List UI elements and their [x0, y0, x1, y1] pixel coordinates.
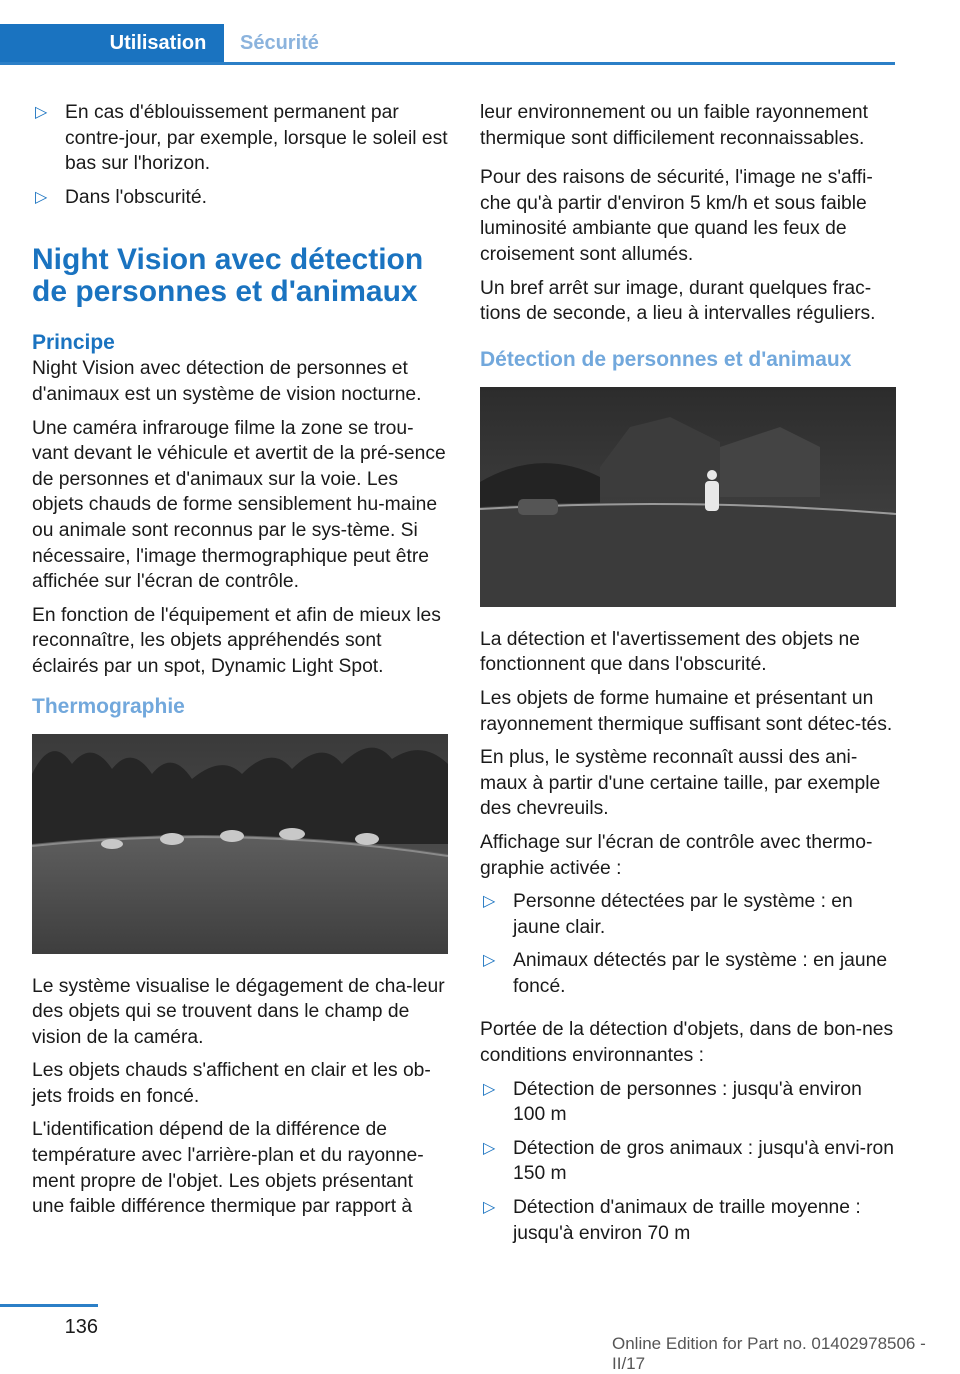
tab-utilisation-label: Utilisation	[109, 32, 207, 54]
paragraph: leur environnement ou un faible rayonnement thermique sont difficilement reconnaissables.	[480, 102, 869, 149]
subsection-title-detection: Détection de personnes et d'animaux	[480, 347, 852, 371]
thermal-image-animals	[32, 734, 448, 954]
triangle-bullet-icon: ▷	[483, 893, 496, 911]
triangle-bullet-icon: ▷	[483, 1080, 496, 1098]
edition-text: Online Edition for Part no. 01402978506 - II/17	[612, 1334, 926, 1373]
paragraph: Night Vision avec détection de personnes et d'animaux est un système de vision nocturne.	[32, 358, 422, 405]
footer-rule	[0, 1304, 98, 1307]
triangle-bullet-icon: ▷	[483, 1139, 496, 1157]
thermal-image-pedestrian	[480, 387, 896, 607]
bullet-item	[480, 1195, 895, 1246]
subsection-title-thermographie: Thermographie	[32, 694, 185, 718]
paragraph: Le système visualise le dégagement de cha-leur des objets qui se trouvent dans le champ de vision de la caméra.	[32, 975, 445, 1048]
paragraph: Les objets de forme humaine et présentant un rayonnement thermique suffisant sont détec-tés.	[480, 687, 893, 735]
paragraph: En fonction de l'équipement et afin de mieux les reconnaître, les objets appréhendés sont éclairés par un spot, Dynamic Light Spot.	[32, 604, 441, 677]
triangle-bullet-icon: ▷	[35, 104, 48, 121]
bullet-text: En cas d'éblouissement permanent par contre-jour, par exemple, lorsque le soleil est bas sur l'horizon.	[65, 102, 448, 175]
bullet-text: Animaux détectés par le système : en jaune foncé.	[513, 950, 888, 997]
tab-utilisation[interactable]	[0, 24, 224, 62]
bullet-text: Dans l'obscurité.	[65, 186, 207, 208]
subsection-title-principe: Principe	[32, 331, 115, 355]
triangle-bullet-icon: ▷	[483, 952, 496, 970]
bullet-item	[32, 100, 448, 177]
bullet-item	[32, 185, 448, 211]
bullet-text: Détection de gros animaux : jusqu'à envi-ron 150 m	[513, 1137, 894, 1185]
paragraph: En plus, le système reconnaît aussi des ani-maux à partir d'une certaine taille, par exemple des chevreuils.	[480, 747, 881, 820]
right-column	[480, 100, 895, 1254]
left-column	[32, 100, 448, 1228]
page-number: 136	[64, 1316, 98, 1338]
paragraph: Les objets chauds s'affichent en clair et les ob-jets froids en foncé.	[32, 1060, 431, 1107]
bullet-item	[480, 889, 895, 940]
triangle-bullet-icon: ▷	[483, 1199, 496, 1217]
bullet-item	[480, 1136, 895, 1187]
bullet-item	[480, 1077, 895, 1128]
paragraph: L'identification dépend de la différence de température avec l'arrière-plan et du rayonne-ment propre de l'objet. Les objets présentant une faible différence thermique par rapport à	[32, 1119, 424, 1218]
paragraph: La détection et l'avertissement des objets ne fonctionnent que dans l'obscurité.	[480, 628, 860, 676]
paragraph: Affichage sur l'écran de contrôle avec thermo-graphie activée :	[480, 831, 873, 879]
paragraph: Portée de la détection d'objets, dans de bon-nes conditions environnantes :	[480, 1019, 894, 1067]
triangle-bullet-icon: ▷	[35, 188, 48, 206]
section-title: Night Vision avec détection de personnes et d'animaux	[32, 243, 424, 309]
paragraph: Une caméra infrarouge filme la zone se trou-vant devant le véhicule et avertit de la pré-sence de personnes et d'animaux sur la voie. Les objets chauds de forme sensiblement hu-maine ou animale sont reconnus par le sys-tème. Si nécessaire, l'image thermographique peut être affichée sur l'écran de contrôle.	[32, 417, 446, 593]
bullet-text: Détection de personnes : jusqu'à environ 100 m	[513, 1078, 862, 1126]
bullet-text: Personne détectées par le système : en jaune clair.	[513, 891, 853, 938]
paragraph: Un bref arrêt sur image, durant quelques frac-tions de seconde, a lieu à intervalles réguliers.	[480, 277, 876, 325]
bullet-item	[480, 948, 895, 999]
paragraph: Pour des raisons de sécurité, l'image ne s'affi-che qu'à partir d'environ 5 km/h et sous faible luminosité ambiante que quand les feux de croisement sont allumés.	[480, 167, 873, 265]
car-icon	[518, 499, 558, 515]
tab-securite[interactable]: Sécurité	[240, 32, 319, 54]
bullet-text: Détection d'animaux de traille moyenne : jusqu'à environ 70 m	[513, 1197, 861, 1244]
header-tab-bar	[0, 24, 895, 65]
